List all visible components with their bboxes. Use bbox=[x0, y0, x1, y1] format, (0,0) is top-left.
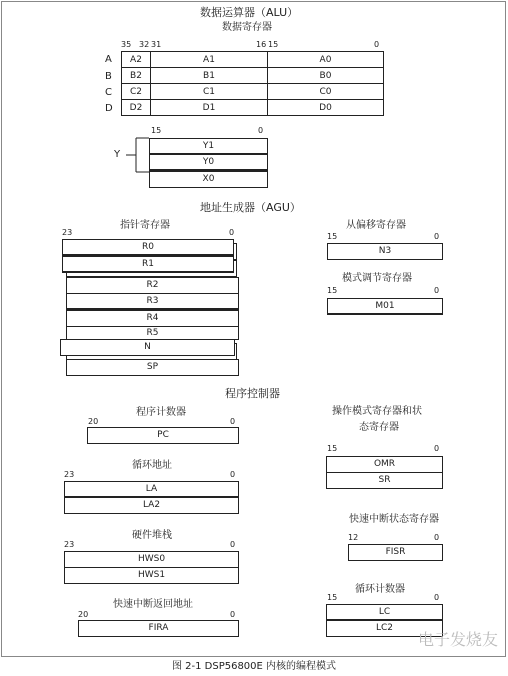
omr-title: 操作模式寄存器和状 bbox=[332, 406, 422, 417]
reg-sr: SR bbox=[326, 472, 443, 489]
row-label-c: C bbox=[105, 87, 112, 98]
reg-n3: N3 bbox=[327, 243, 443, 260]
y-bit-hi: 15 bbox=[151, 126, 162, 135]
reg-r3: R3 bbox=[66, 293, 239, 310]
loop-addr-bit-hi: 23 bbox=[64, 470, 75, 479]
reg-y1: Y1 bbox=[149, 138, 268, 155]
figure-caption: 图 2-1 DSP56800E 内核的编程模式 bbox=[171, 661, 337, 672]
reg-b0: B0 bbox=[267, 67, 384, 84]
bit-15: 15 bbox=[268, 40, 279, 49]
offset-title: 从偏移寄存器 bbox=[346, 220, 406, 231]
reg-d1: D1 bbox=[150, 99, 268, 116]
reg-r4: R4 bbox=[66, 310, 239, 327]
fisr-title: 快速中断状态寄存器 bbox=[349, 514, 439, 525]
pc-unit-title: 程序控制器 bbox=[225, 387, 280, 400]
reg-fira: FIRA bbox=[78, 620, 239, 637]
modifier-bit-hi: 15 bbox=[327, 286, 338, 295]
reg-y0: Y0 bbox=[149, 154, 268, 171]
pc-title: 程序计数器 bbox=[136, 407, 186, 418]
reg-a1: A1 bbox=[150, 51, 268, 68]
hw-stack-bit-hi: 23 bbox=[64, 540, 75, 549]
row-label-a: A bbox=[105, 54, 112, 65]
loop-addr-title: 循环地址 bbox=[132, 460, 172, 471]
reg-r5: R5 bbox=[66, 326, 239, 340]
reg-d0: D0 bbox=[267, 99, 384, 116]
reg-r0: R0 bbox=[62, 239, 234, 256]
agu-title: 地址生成器（AGU） bbox=[200, 201, 301, 214]
watermark: 电子发烧友 bbox=[417, 630, 498, 649]
reg-hws1: HWS1 bbox=[64, 567, 239, 584]
reg-lc: LC bbox=[326, 604, 443, 621]
loop-count-bit-hi: 15 bbox=[327, 593, 338, 602]
fira-bit-hi: 20 bbox=[78, 610, 89, 619]
pc-bit-hi: 20 bbox=[88, 417, 99, 426]
reg-hws0: HWS0 bbox=[64, 551, 239, 568]
reg-m01: M01 bbox=[327, 298, 443, 315]
reg-c0: C0 bbox=[267, 83, 384, 100]
fira-bit-lo: 0 bbox=[230, 610, 236, 619]
offset-bit-hi: 15 bbox=[327, 232, 338, 241]
reg-r1: R1 bbox=[62, 256, 234, 273]
modifier-title: 模式调节寄存器 bbox=[342, 273, 412, 284]
reg-a2: A2 bbox=[121, 51, 151, 68]
y-label: Y bbox=[114, 149, 121, 160]
pointer-title: 指针寄存器 bbox=[120, 220, 170, 231]
y-bit-lo: 0 bbox=[258, 126, 264, 135]
bit-32: 32 bbox=[139, 40, 150, 49]
offset-bit-lo: 0 bbox=[434, 232, 440, 241]
modifier-bit-lo: 0 bbox=[434, 286, 440, 295]
fisr-bit-hi: 12 bbox=[348, 533, 359, 542]
reg-sp: SP bbox=[66, 359, 239, 376]
fira-title: 快速中断返回地址 bbox=[113, 599, 193, 610]
reg-lc2: LC2 bbox=[326, 620, 443, 637]
pointer-bit-hi: 23 bbox=[62, 228, 73, 237]
reg-omr: OMR bbox=[326, 456, 443, 473]
fisr-bit-lo: 0 bbox=[434, 533, 440, 542]
reg-n: N bbox=[60, 339, 235, 356]
row-label-d: D bbox=[105, 103, 113, 114]
reg-r2: R2 bbox=[66, 277, 239, 294]
omr-bit-hi: 15 bbox=[327, 444, 338, 453]
reg-fisr: FISR bbox=[348, 544, 443, 561]
reg-pc: PC bbox=[87, 427, 239, 444]
pc-bit-lo: 0 bbox=[230, 417, 236, 426]
alu-title: 数据运算器（ALU） bbox=[200, 6, 299, 19]
loop-count-bit-lo: 0 bbox=[434, 593, 440, 602]
loop-addr-bit-lo: 0 bbox=[230, 470, 236, 479]
row-label-b: B bbox=[105, 71, 112, 82]
reg-la2: LA2 bbox=[64, 497, 239, 514]
reg-c2: C2 bbox=[121, 83, 151, 100]
bit-35: 35 bbox=[121, 40, 132, 49]
reg-d2: D2 bbox=[121, 99, 151, 116]
pointer-bit-lo: 0 bbox=[229, 228, 235, 237]
reg-b2: B2 bbox=[121, 67, 151, 84]
reg-a0: A0 bbox=[267, 51, 384, 68]
bit-31: 31 bbox=[151, 40, 162, 49]
loop-count-title: 循环计数器 bbox=[355, 584, 405, 595]
hw-stack-bit-lo: 0 bbox=[230, 540, 236, 549]
reg-x0: X0 bbox=[149, 171, 268, 188]
hw-stack-title: 硬件堆栈 bbox=[132, 530, 172, 541]
reg-la: LA bbox=[64, 481, 239, 498]
alu-subtitle: 数据寄存器 bbox=[222, 22, 272, 33]
bit-0: 0 bbox=[374, 40, 380, 49]
omr-bit-lo: 0 bbox=[434, 444, 440, 453]
reg-b1: B1 bbox=[150, 67, 268, 84]
omr-title-2: 态寄存器 bbox=[359, 422, 399, 433]
reg-c1: C1 bbox=[150, 83, 268, 100]
bit-16: 16 bbox=[256, 40, 267, 49]
